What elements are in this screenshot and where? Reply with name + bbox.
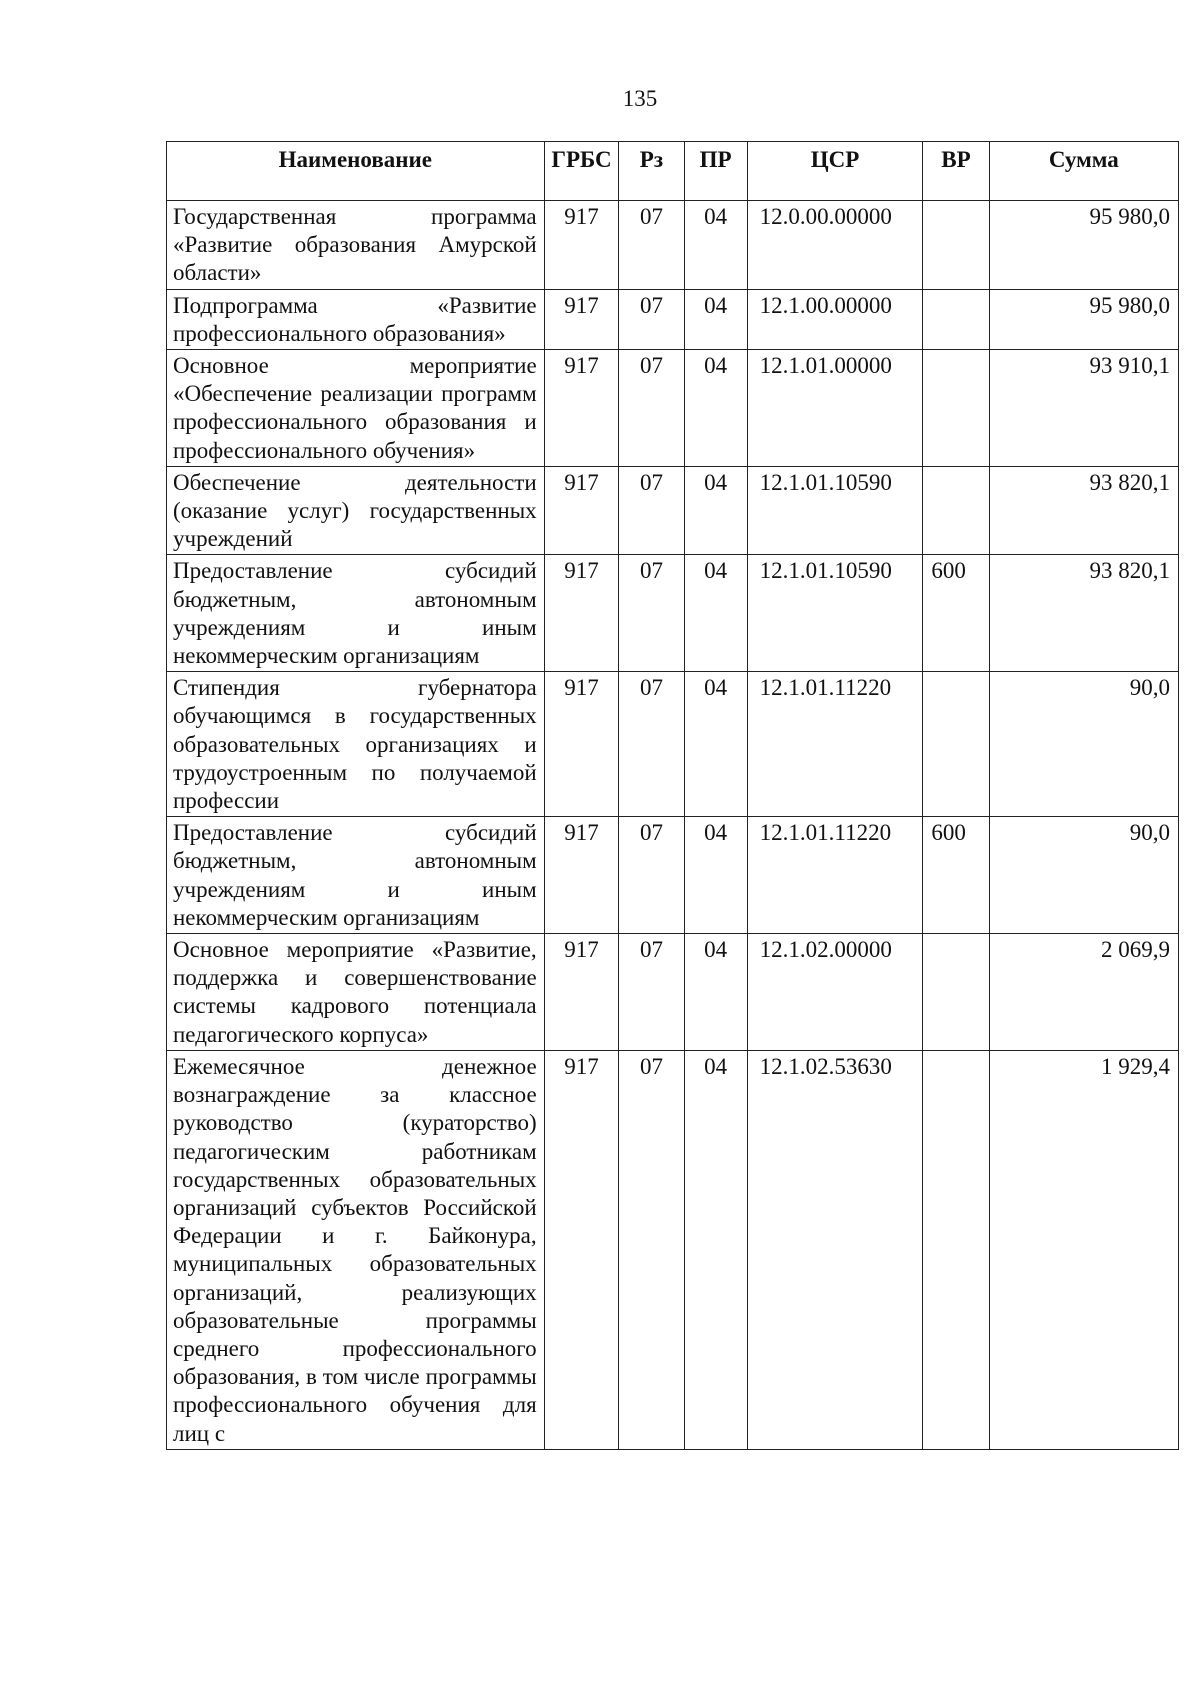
row-vr [923, 289, 989, 349]
table-row [167, 289, 1179, 349]
row-sum: 93 910,1 [989, 350, 1178, 467]
row-pr: 04 [684, 555, 747, 672]
page-number: 135 [622, 86, 658, 111]
row-name: Основное мероприятие «Обеспечение реализации программ профессионального образования и профессионального обучения» [167, 350, 545, 467]
row-rz: 07 [619, 672, 684, 817]
row-name: Ежемесячное денежное вознаграждение за классное руководство (кураторство) педагогическим работникам государственных образовательных организаций субъектов Российской Федерации и г. Байконура, муниципальных образовательных организаций, реализующих образовательные программы среднего профессионального образования, в том числе программы профессионального обучения для лиц с [167, 1050, 545, 1449]
row-rz: 07 [619, 350, 684, 467]
row-vr: 600 [923, 817, 989, 934]
row-csr: 12.1.02.53630 [747, 1050, 923, 1449]
row-grbs: 917 [544, 817, 619, 934]
table-row [167, 555, 1179, 672]
row-name: Предоставление субсидий бюджетным, автономным учреждениям и иным некоммерческим организациям [167, 817, 545, 934]
table-row [167, 817, 1179, 934]
row-name: Обеспечение деятельности (оказание услуг) государственных учреждений [167, 466, 545, 555]
header-rz: Рз [619, 142, 684, 201]
header-pr: ПР [684, 142, 747, 201]
row-vr: 600 [923, 555, 989, 672]
table-row [167, 672, 1179, 817]
row-csr: 12.1.01.11220 [747, 817, 923, 934]
row-rz: 07 [619, 289, 684, 349]
row-sum: 2 069,9 [989, 934, 1178, 1051]
row-rz: 07 [619, 1050, 684, 1449]
header-grbs: ГРБС [544, 142, 619, 201]
row-rz: 07 [619, 201, 684, 290]
row-vr [923, 672, 989, 817]
row-rz: 07 [619, 934, 684, 1051]
row-sum: 90,0 [989, 672, 1178, 817]
row-pr: 04 [684, 672, 747, 817]
row-sum: 93 820,1 [989, 555, 1178, 672]
row-sum: 95 980,0 [989, 289, 1178, 349]
row-grbs: 917 [544, 672, 619, 817]
table-row [167, 201, 1179, 290]
row-vr [923, 466, 989, 555]
row-grbs: 917 [544, 350, 619, 467]
row-vr [923, 934, 989, 1051]
header-name: Наименование [167, 142, 545, 201]
row-csr: 12.1.01.00000 [747, 350, 923, 467]
row-sum: 93 820,1 [989, 466, 1178, 555]
row-name: Подпрограмма «Развитие профессионального образования» [167, 289, 545, 349]
row-sum: 90,0 [989, 817, 1178, 934]
row-pr: 04 [684, 466, 747, 555]
row-pr: 04 [684, 1050, 747, 1449]
row-rz: 07 [619, 817, 684, 934]
table-row [167, 466, 1179, 555]
row-rz: 07 [619, 555, 684, 672]
row-pr: 04 [684, 289, 747, 349]
row-pr: 04 [684, 817, 747, 934]
row-csr: 12.1.01.11220 [747, 672, 923, 817]
row-grbs: 917 [544, 289, 619, 349]
row-sum: 95 980,0 [989, 201, 1178, 290]
header-csr: ЦСР [747, 142, 923, 201]
row-pr: 04 [684, 350, 747, 467]
header-vr: ВР [923, 142, 989, 201]
row-csr: 12.1.02.00000 [747, 934, 923, 1051]
row-grbs: 917 [544, 466, 619, 555]
header-sum: Сумма [989, 142, 1178, 201]
row-sum: 1 929,4 [989, 1050, 1178, 1449]
budget-table [166, 141, 1179, 1450]
row-name: Государственная программа «Развитие образования Амурской области» [167, 201, 545, 290]
row-grbs: 917 [544, 555, 619, 672]
row-pr: 04 [684, 201, 747, 290]
row-vr [923, 350, 989, 467]
row-vr [923, 201, 989, 290]
row-pr: 04 [684, 934, 747, 1051]
table-row [167, 350, 1179, 467]
row-grbs: 917 [544, 934, 619, 1051]
row-name: Стипендия губернатора обучающимся в государственных образовательных организациях и трудоустроенным по получаемой профессии [167, 672, 545, 817]
row-grbs: 917 [544, 201, 619, 290]
row-csr: 12.1.00.00000 [747, 289, 923, 349]
row-name: Предоставление субсидий бюджетным, автономным учреждениям и иным некоммерческим организациям [167, 555, 545, 672]
row-csr: 12.1.01.10590 [747, 466, 923, 555]
row-rz: 07 [619, 466, 684, 555]
table-row [167, 934, 1179, 1051]
row-csr: 12.0.00.00000 [747, 201, 923, 290]
table-row [167, 1050, 1179, 1449]
row-name: Основное мероприятие «Развитие, поддержка и совершенствование системы кадрового потенциала педагогического корпуса» [167, 934, 545, 1051]
table-header-row [167, 142, 1179, 201]
row-csr: 12.1.01.10590 [747, 555, 923, 672]
row-grbs: 917 [544, 1050, 619, 1449]
row-vr [923, 1050, 989, 1449]
